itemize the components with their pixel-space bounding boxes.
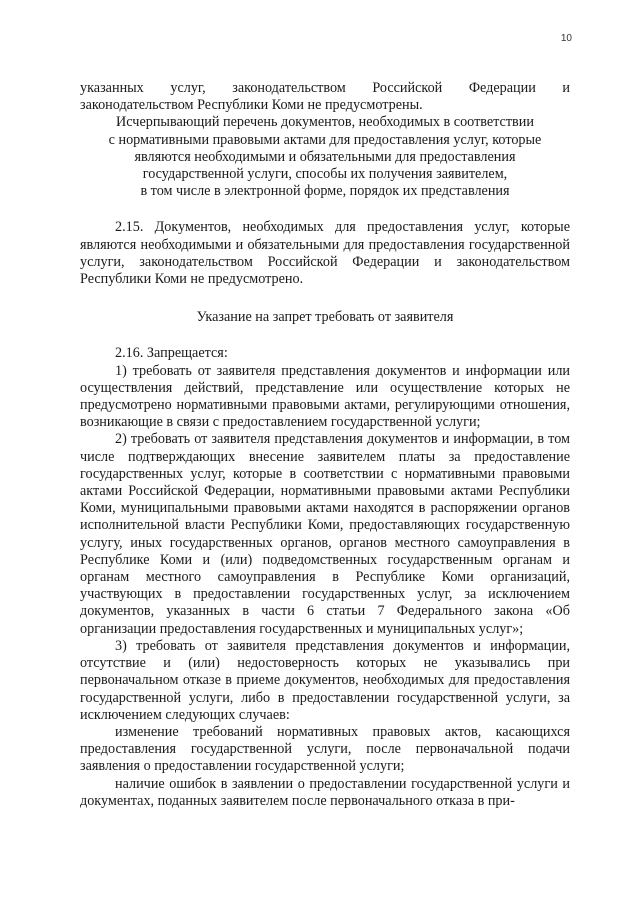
list-item-1: 1) требовать от заявителя представления документов и информации или осуществления действий, представление или осуществление которых не предусмотрено нормативными правовыми актами, регулирующими отношения, возникающие в связи с предоставлением государственной услуги; [80,362,570,431]
page-number: 10 [560,33,572,44]
exception-case-1: изменение требований нормативных правовых актов, касающихся предоставления государственной услуги, после первоначальной подачи заявления о предоставлении государственной услуги; [80,723,570,775]
intro-paragraph: указанных услуг, законодательством Российской Федерации и законодательством Республики Коми не предусмотрены. [80,80,570,114]
section-title-prohibition: Указание на запрет требовать от заявителя [196,309,454,326]
list-item-2: 2) требовать от заявителя представления документов и информации, в том числе подтверждающих внесение заявителем платы за предоставление государственных услуг, которые в соответствии с нормативными правовыми актами Российской Федерации, нормативными правовыми актами Республики Коми, муниципальными правовыми актами находятся в распоряжении органов исполнительной власти Республики Коми, предоставляющих государственную услугу, иных государственных органов, органов местного самоуправления в Республике Коми и (или) подведомственных государственным органам и органам местного самоуправления в Республике Коми организаций, участвующих в предоставлении государственных услуг, за исключением документов, указанных в части 6 статьи 7 Федерального закона «Об организации предоставления государственных и муниципальных услуг»; [80,431,570,637]
heading-line: с нормативными правовыми актами для предоставления услуг, которые [108,131,542,148]
heading-line: являются необходимыми и обязательными для предоставления [134,148,516,165]
paragraph-2-15: 2.15. Документов, необходимых для предоставления услуг, которые являются необходимыми и обязательными для предоставления государственной услуги, законодательством Российской Федерации и законодательством Республики Коми не предусмотрено. [80,219,570,288]
section-heading-documents [80,114,570,200]
exception-case-2: наличие ошибок в заявлении о предоставлении государственной услуги и документах, поданных заявителем после первоначального отказа в при- [80,775,570,809]
document-body [80,80,570,810]
paragraph-2-16: 2.16. Запрещается: [115,345,228,362]
heading-line: в том числе в электронной форме, порядок их представления [140,183,510,200]
heading-line: государственной услуги, способы их получения заявителем, [142,166,508,183]
list-item-3: 3) требовать от заявителя представления документов и информации, отсутствие и (или) недостоверность которых не указывались при первоначальном отказе в приеме документов, необходимых для предоставления государственной услуги, либо в предоставлении государственной услуги, за исключением следующих случаев: [80,637,570,723]
heading-line: Исчерпывающий перечень документов, необходимых в соответствии [116,114,534,131]
